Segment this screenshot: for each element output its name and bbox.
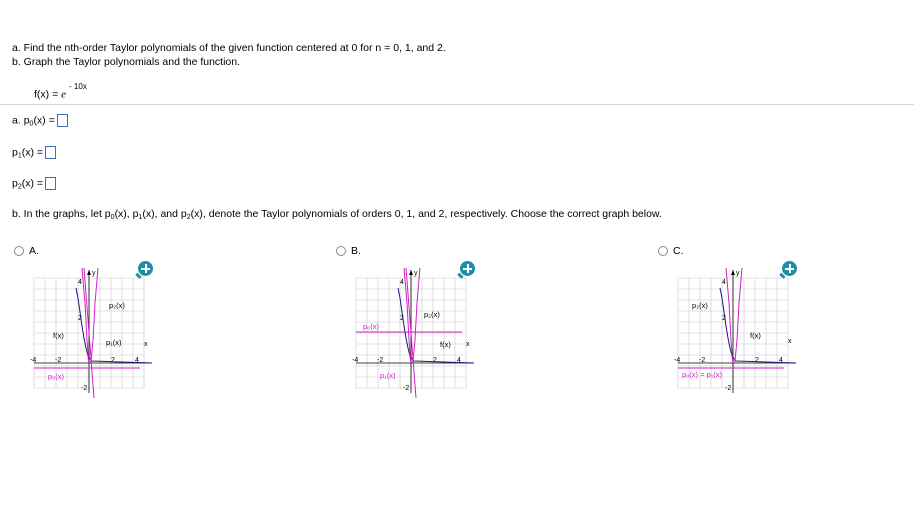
subscript: 2 — [186, 214, 191, 221]
tick-label-minus2-x: -2 — [699, 357, 706, 364]
fx-label: f(x) — [53, 331, 64, 340]
question-b-text: (x), and p — [142, 208, 187, 220]
answer-row-p2 — [12, 177, 56, 190]
question-b-text: (x), p — [114, 208, 139, 220]
fx-label: f(x) — [440, 340, 451, 349]
tick-label-4-x: 4 — [457, 357, 461, 364]
option-a-radio[interactable] — [14, 246, 24, 256]
tick-label-4-x: 4 — [135, 357, 139, 364]
tick-label-minus2: -2 — [81, 385, 88, 392]
p2-label: p₂(x) — [692, 301, 708, 310]
tick-label-4: 4 — [400, 279, 404, 286]
tick-label-minus2: -2 — [725, 385, 732, 392]
tick-label-minus2: -2 — [403, 385, 410, 392]
question-b — [12, 208, 662, 221]
y-axis-arrow — [731, 270, 735, 275]
p1-label: p₁(x) — [106, 338, 122, 347]
tick-label-minus4: -4 — [674, 357, 681, 364]
option-a-label: A. — [29, 245, 39, 257]
x-axis-label: x — [466, 341, 470, 348]
p0-answer-input[interactable] — [57, 114, 68, 127]
subscript: 0 — [110, 214, 115, 221]
option-b-radio[interactable] — [336, 246, 346, 256]
y-axis-arrow — [87, 270, 91, 275]
answer-label: p — [12, 146, 18, 159]
question-b-text: b. In the graphs, let p — [12, 208, 111, 220]
p1-label: p₁(x) — [380, 371, 396, 380]
tick-label-4: 4 — [722, 279, 726, 286]
answer-suffix: (x) = — [33, 114, 55, 127]
answer-label: p — [23, 114, 30, 127]
graph-option-a — [22, 268, 154, 398]
function-definition — [34, 82, 87, 101]
tick-label-2: 2 — [400, 315, 404, 322]
p2-label: p₂(x) — [109, 301, 125, 310]
instruction-part-a: a. Find the nth-order Taylor polynomials of the given function centered at 0 for n = 0, 1, and 2. — [12, 42, 446, 54]
option-b-label: B. — [351, 245, 361, 257]
p2-answer-input[interactable] — [45, 177, 56, 190]
option-c-radio[interactable] — [658, 246, 668, 256]
answer-row-p0 — [12, 114, 68, 127]
tick-label-2: 2 — [722, 315, 726, 322]
x-axis-label: x — [788, 338, 792, 345]
divider — [0, 104, 914, 105]
p2-label: p₂(x) — [424, 310, 440, 319]
answer-row-p1 — [12, 146, 56, 159]
tick-label-2: 2 — [78, 315, 82, 322]
tick-label-4-x: 4 — [779, 357, 783, 364]
function-exponent: - 10x — [69, 82, 87, 91]
p2-curve — [726, 268, 742, 363]
graph-option-c — [666, 268, 798, 398]
answer-suffix: (x) = — [21, 146, 44, 159]
y-axis-label: y — [414, 270, 418, 277]
tick-label-minus2-x: -2 — [55, 357, 62, 364]
tick-label-minus2-x: -2 — [377, 357, 384, 364]
tick-label-4: 4 — [78, 279, 82, 286]
y-axis-arrow — [409, 270, 413, 275]
p0-label: p₀(x) — [48, 372, 65, 381]
question-b-text: (x), denote the Taylor polynomials of orders 0, 1, and 2, respectively. Choose the correct graph below. — [190, 208, 662, 220]
subscript: 1 — [138, 214, 143, 221]
tick-label-2-x: 2 — [433, 357, 437, 364]
x-axis-label: x — [144, 341, 148, 348]
y-axis-label: y — [736, 270, 740, 277]
answer-suffix: (x) = — [21, 177, 44, 190]
p0-label: p₀(x) — [363, 322, 380, 331]
answer-subscript: 0 — [29, 120, 34, 128]
fx-label: f(x) — [750, 331, 761, 340]
option-c-label: C. — [673, 245, 684, 257]
y-axis-label: y — [92, 270, 96, 277]
tick-label-2-x: 2 — [755, 357, 759, 364]
graph-option-b — [344, 268, 476, 398]
answer-label: p — [12, 177, 18, 190]
answer-subscript: 2 — [17, 183, 22, 191]
p0-p1-label: p₀(x) = p₁(x) — [682, 370, 723, 379]
answer-prefix: a. — [12, 114, 24, 127]
answer-subscript: 1 — [17, 152, 22, 160]
tick-label-2-x: 2 — [111, 357, 115, 364]
tick-label-minus4: -4 — [352, 357, 359, 364]
p1-answer-input[interactable] — [45, 146, 56, 159]
tick-label-minus4: -4 — [30, 357, 37, 364]
function-base: e — [61, 88, 67, 101]
function-lhs: f(x) = — [34, 88, 62, 101]
instruction-part-b: b. Graph the Taylor polynomials and the function. — [12, 56, 241, 68]
